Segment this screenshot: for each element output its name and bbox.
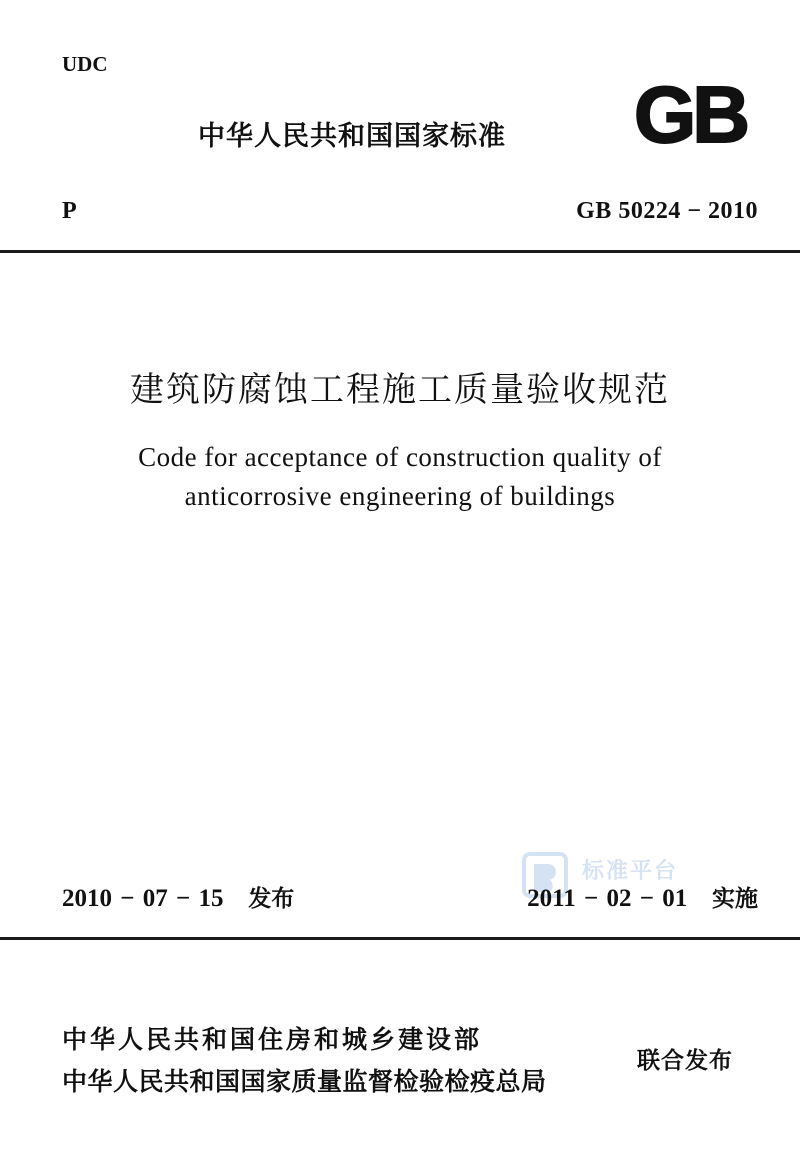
joint-issue-label: 联合发布 bbox=[637, 1048, 733, 1074]
title-english bbox=[0, 438, 800, 516]
issue-date: 2010 − 07 − 15 bbox=[62, 885, 224, 912]
effective-date: 2011 − 02 − 01 bbox=[527, 885, 688, 912]
watermark-text: 标准平台 bbox=[582, 859, 679, 884]
national-standard-heading: 中华人民共和国国家标准 bbox=[198, 121, 506, 152]
title-english-line1: Code for acceptance of construction quality of bbox=[138, 442, 662, 472]
effective-label: 实施 bbox=[712, 886, 758, 912]
udc-label: UDC bbox=[62, 52, 108, 76]
category-code: P bbox=[62, 198, 77, 224]
publisher-2: 中华人民共和国国家质量监督检验检疫总局 bbox=[62, 1067, 547, 1096]
issue-date-block bbox=[62, 880, 294, 913]
standard-number: GB 50224 − 2010 bbox=[576, 198, 758, 224]
publisher-1: 中华人民共和国住房和城乡建设部 bbox=[62, 1025, 483, 1054]
gb-logo-text: GB bbox=[634, 78, 746, 150]
title-english-line2: anticorrosive engineering of buildings bbox=[184, 481, 616, 511]
gb-logo bbox=[620, 78, 760, 150]
footer-divider bbox=[0, 937, 800, 940]
issue-label: 发布 bbox=[248, 886, 295, 912]
title-chinese: 建筑防腐蚀工程施工质量验收规范 bbox=[130, 370, 670, 410]
effective-date-block bbox=[527, 880, 758, 913]
header-divider bbox=[0, 250, 800, 253]
